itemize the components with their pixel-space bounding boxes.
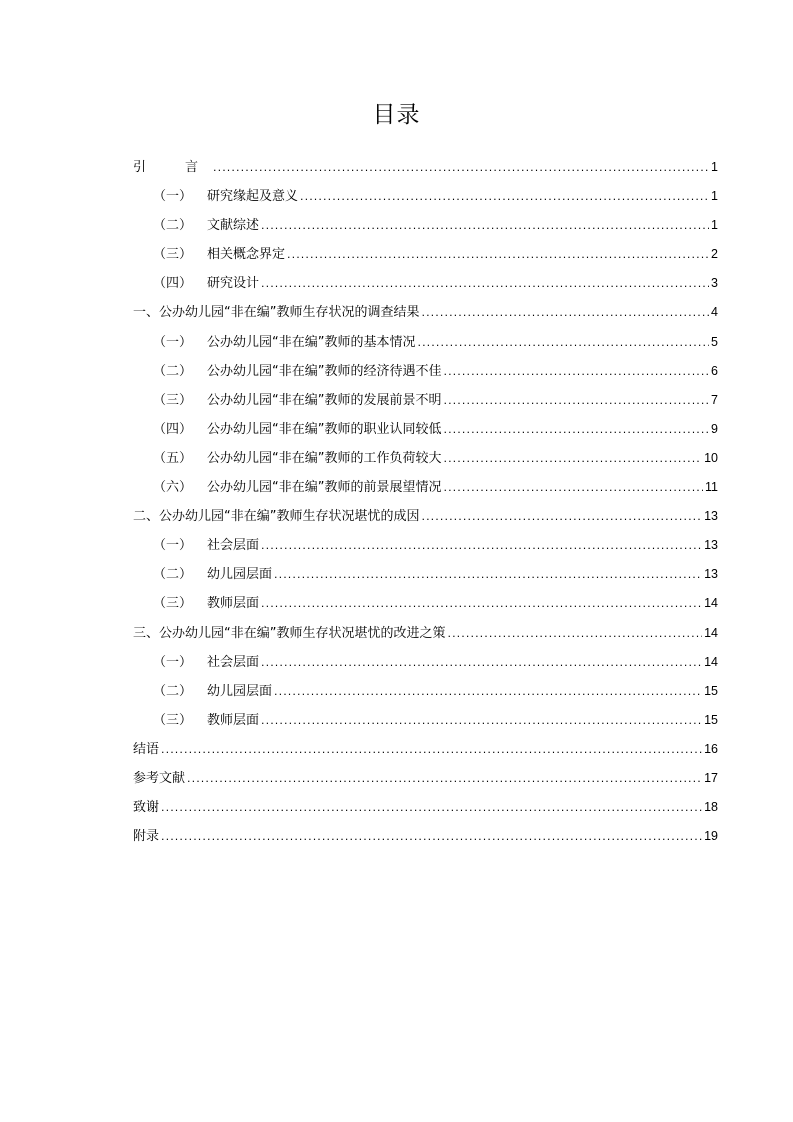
toc-page-number: 4 bbox=[711, 305, 718, 320]
toc-entry-label: 附录 bbox=[133, 829, 160, 845]
toc-subentry[interactable] bbox=[133, 560, 718, 589]
toc-dot-leader bbox=[443, 357, 709, 386]
toc-entry-label: 幼儿园层面 bbox=[207, 567, 273, 583]
toc-page-number: 10 bbox=[704, 450, 718, 465]
toc-page-number: 1 bbox=[711, 160, 718, 174]
toc-entry-number: （四） bbox=[153, 421, 193, 437]
toc-page-number: 13 bbox=[704, 509, 718, 524]
toc-dot-leader bbox=[261, 589, 702, 618]
toc-entry-label: 相关概念界定 bbox=[207, 247, 286, 263]
toc-entry-label: 结语 bbox=[133, 741, 160, 757]
toc-entry-number: （三） bbox=[153, 247, 193, 263]
toc-entry-number: （一） bbox=[153, 189, 193, 205]
toc-dot-leader bbox=[417, 328, 709, 357]
toc-dot-leader bbox=[161, 793, 702, 822]
toc-page-number: 11 bbox=[705, 480, 718, 495]
toc-entry[interactable] bbox=[133, 298, 718, 327]
toc-page-number: 9 bbox=[711, 421, 718, 436]
toc-entry-label: 研究设计 bbox=[207, 276, 260, 292]
toc-page-number: 15 bbox=[704, 683, 718, 698]
toc-dot-leader bbox=[261, 706, 702, 735]
toc-entry-number: （二） bbox=[153, 218, 193, 234]
toc-entry[interactable] bbox=[133, 793, 718, 822]
toc-entry-label: 公办幼儿园“非在编”教师的基本情况 bbox=[207, 334, 416, 350]
toc-entry-label: 教师层面 bbox=[207, 712, 260, 728]
toc-dot-leader bbox=[421, 298, 709, 327]
toc-entry-label: 参考文献 bbox=[133, 770, 186, 786]
toc-page-number: 7 bbox=[711, 392, 718, 407]
toc-entry-label: 社会层面 bbox=[207, 538, 260, 554]
toc-entry[interactable] bbox=[133, 735, 718, 764]
toc-entry-label: 公办幼儿园“非在编”教师的职业认同较低 bbox=[207, 421, 442, 437]
toc-dot-leader bbox=[443, 444, 702, 473]
toc-subentry[interactable] bbox=[133, 386, 718, 415]
toc-page-number: 5 bbox=[711, 334, 718, 349]
toc-entry-label: 研究缘起及意义 bbox=[207, 189, 299, 205]
toc-entry-number: （三） bbox=[153, 392, 193, 408]
toc-entry-label: 公办幼儿园“非在编”教师的前景展望情况 bbox=[207, 480, 442, 496]
toc-entry-number: （三） bbox=[153, 712, 193, 728]
toc-entry-number: （一） bbox=[153, 654, 193, 670]
toc-subentry[interactable] bbox=[133, 706, 718, 735]
toc-entry-label: 一、公办幼儿园“非在编”教师生存状况的调查结果 bbox=[133, 305, 420, 321]
toc-dot-leader bbox=[274, 677, 702, 706]
toc-dot-leader bbox=[261, 531, 702, 560]
toc-subentry[interactable] bbox=[133, 240, 718, 269]
toc-dot-leader bbox=[261, 269, 709, 298]
toc-subentry[interactable] bbox=[133, 444, 718, 473]
toc-page-number: 1 bbox=[711, 218, 718, 233]
toc-entry-label: 二、公办幼儿园“非在编”教师生存状况堪忧的成因 bbox=[133, 509, 420, 525]
toc-entry-label: 公办幼儿园“非在编”教师的经济待遇不佳 bbox=[207, 363, 442, 379]
toc-entry-label: 社会层面 bbox=[207, 654, 260, 670]
toc-page-number: 14 bbox=[704, 654, 718, 669]
toc-page-number: 16 bbox=[704, 741, 718, 756]
toc-entry[interactable] bbox=[133, 153, 718, 182]
toc-subentry[interactable] bbox=[133, 269, 718, 298]
toc-subentry[interactable] bbox=[133, 182, 718, 211]
toc-page-number: 18 bbox=[704, 800, 718, 815]
toc-page-number: 19 bbox=[704, 829, 718, 844]
toc-entry-label: 文献综述 bbox=[207, 218, 260, 234]
toc-dot-leader bbox=[261, 211, 709, 240]
toc-entry[interactable] bbox=[133, 764, 718, 793]
toc-dot-leader bbox=[443, 386, 709, 415]
toc-dot-leader bbox=[274, 560, 702, 589]
toc-page-number: 13 bbox=[704, 567, 718, 582]
toc-dot-leader bbox=[213, 153, 709, 182]
toc-subentry[interactable] bbox=[133, 328, 718, 357]
toc-page-number: 15 bbox=[704, 712, 718, 727]
toc-dot-leader bbox=[300, 182, 709, 211]
toc-entry-number: （六） bbox=[153, 480, 193, 496]
toc-dot-leader bbox=[443, 473, 703, 502]
toc-page-number: 13 bbox=[704, 538, 718, 553]
toc-entry[interactable] bbox=[133, 502, 718, 531]
toc-page-number: 6 bbox=[711, 363, 718, 378]
toc-page-number: 17 bbox=[704, 770, 718, 785]
toc-dot-leader bbox=[447, 619, 702, 648]
toc-dot-leader bbox=[261, 648, 702, 677]
toc-entry-label: 教师层面 bbox=[207, 596, 260, 612]
toc-page-number: 14 bbox=[704, 625, 718, 640]
toc-subentry[interactable] bbox=[133, 531, 718, 560]
toc-page-number: 3 bbox=[711, 276, 718, 291]
toc-entry-label: 致谢 bbox=[133, 800, 160, 816]
toc-entry-label: 公办幼儿园“非在编”教师的工作负荷较大 bbox=[207, 450, 442, 466]
toc-dot-leader bbox=[287, 240, 709, 269]
toc-dot-leader bbox=[421, 502, 702, 531]
toc-dot-leader bbox=[161, 822, 702, 851]
toc-subentry[interactable] bbox=[133, 648, 718, 677]
toc-entry-number: （四） bbox=[153, 276, 193, 292]
toc-subentry[interactable] bbox=[133, 357, 718, 386]
toc-dot-leader bbox=[443, 415, 709, 444]
toc-subentry[interactable] bbox=[133, 677, 718, 706]
toc-entry-number: （二） bbox=[153, 567, 193, 583]
toc-entry[interactable] bbox=[133, 822, 718, 851]
toc-entry-number: （五） bbox=[153, 450, 193, 466]
toc-entry-label: 幼儿园层面 bbox=[207, 683, 273, 699]
toc-page-number: 2 bbox=[711, 247, 718, 262]
toc-entry-number: （二） bbox=[153, 363, 193, 379]
toc-page-number: 1 bbox=[711, 189, 718, 204]
toc-entry-label: 公办幼儿园“非在编”教师的发展前景不明 bbox=[207, 392, 442, 408]
toc-entry-label: 三、公办幼儿园“非在编”教师生存状况堪忧的改进之策 bbox=[133, 625, 446, 641]
toc-subentry[interactable] bbox=[133, 415, 718, 444]
toc-subentry[interactable] bbox=[133, 473, 718, 502]
toc-entry[interactable] bbox=[133, 619, 718, 648]
toc-entry-number: （一） bbox=[153, 334, 193, 350]
table-of-contents bbox=[133, 153, 718, 851]
toc-entry-label: 引 言 bbox=[133, 160, 212, 175]
toc-dot-leader bbox=[187, 764, 702, 793]
toc-entry-number: （一） bbox=[153, 538, 193, 554]
toc-entry-number: （二） bbox=[153, 683, 193, 699]
toc-subentry[interactable] bbox=[133, 589, 718, 618]
toc-entry-number: （三） bbox=[153, 596, 193, 612]
toc-subentry[interactable] bbox=[133, 211, 718, 240]
toc-dot-leader bbox=[161, 735, 702, 764]
toc-page-number: 14 bbox=[704, 596, 718, 611]
toc-title: 目录 bbox=[372, 102, 421, 128]
